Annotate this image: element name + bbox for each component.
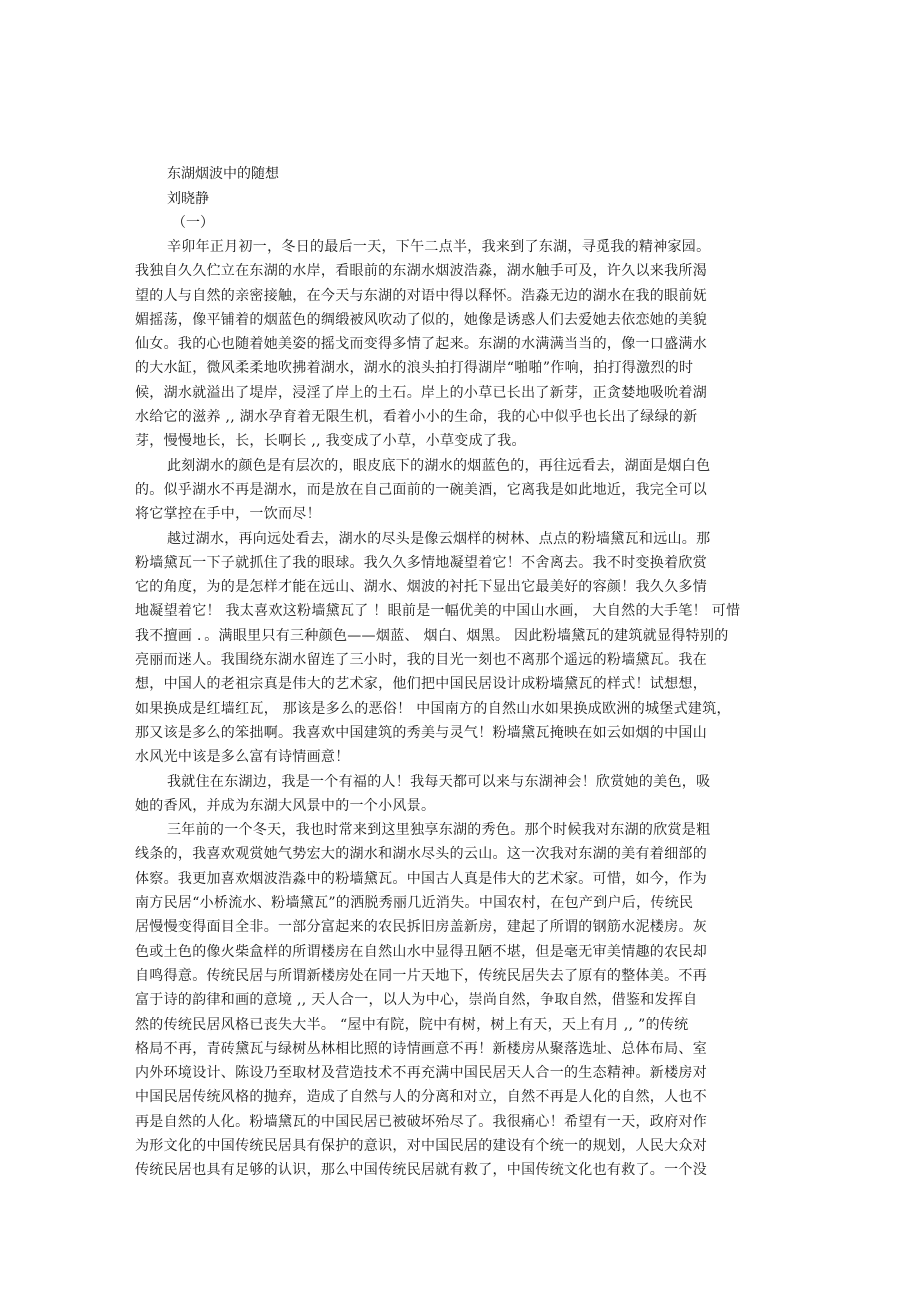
body-text-line: 水给它的滋养 ,, 湖水孕育着无限生机，看着小小的生命，我的心中似乎也长出了绿绿的新	[135, 409, 698, 426]
document-body	[135, 235, 755, 1183]
body-text-line: 的大水缸，微风柔柔地吹拂着湖水，湖水的浪头拍打得湖岸“啪啪”作响，拍打得激烈的时	[135, 360, 694, 377]
body-text-line: 我不擅画 ．。满眼里只有三种颜色——烟蓝、 烟白、烟黑。 因此粉墙黛瓦的建筑就显得特别的	[135, 627, 729, 644]
body-text-line: 她的香风，并成为东湖大风景中的一个小风景。	[135, 797, 436, 814]
body-text-line: 水风光中该是多么富有诗情画意！	[135, 749, 350, 766]
body-text-line: 居慢慢变得面目全非。一部分富起来的农民拆旧房盖新房，建起了所谓的钢筋水泥楼房。灰	[135, 919, 707, 936]
body-text-line: 那又该是多么的笨拙啊。我喜欢中国建筑的秀美与灵气！粉墙黛瓦掩映在如云如烟的中国山	[135, 724, 707, 741]
body-text-line: 芽，慢慢地长，长，长啊长 ,, 我变成了小草，小草变成了我。	[135, 433, 526, 450]
body-text-line: 粉墙黛瓦一下子就抓住了我的眼球。我久久多情地凝望着它！不舍离去。我不时变换着欣赏	[135, 554, 707, 571]
body-text-line: 媚摇荡，像平铺着的烟蓝色的绸缎被风吹动了似的，她像是诱惑人们去爱她去依恋她的美貌	[135, 311, 707, 328]
body-text-line: 望的人与自然的亲密接触，在今天与东湖的对语中得以释怀。浩淼无边的湖水在我的眼前妩	[135, 287, 707, 304]
body-text-line: 我独自久久伫立在东湖的水岸，看眼前的东湖水烟波浩淼，湖水触手可及，许久以来我所渴	[135, 263, 707, 280]
body-text-line: 如果换成是红墙红瓦， 那该是多么的恶俗！ 中国南方的自然山水如果换成欧洲的城堡式建筑，	[135, 700, 731, 717]
body-text-line: 它的角度，为的是怎样才能在远山、湖水、烟波的衬托下显出它最美好的容颜！我久久多情	[135, 579, 707, 596]
body-text-line: 仙女。我的心也随着她美姿的摇戈而变得多情了起来。东湖的水满满当当的，像一口盛满水	[135, 336, 707, 353]
section-heading: （一）	[172, 215, 214, 231]
body-text-line: 传统民居也具有足够的认识，那么中国传统民居就有救了，中国传统文化也有救了。一个没	[135, 1162, 707, 1179]
body-text-line: 越过湖水，再向远处看去，湖水的尽头是像云烟样的树林、点点的粉墙黛瓦和远山。那	[167, 530, 711, 547]
body-text-line: 亮丽而迷人。我围绕东湖水留连了三小时，我的目光一刻也不离那个遥远的粉墙黛瓦。我在	[135, 652, 707, 669]
document-title: 东湖烟波中的随想	[167, 166, 279, 182]
body-text-line: 候，湖水就溢出了堤岸，浸淫了岸上的土石。岸上的小草已长出了新芽，正贪婪地吸吮着湖	[135, 384, 707, 401]
body-text-line: 然的传统民居风格已丧失大半。 “屋中有院，院中有树，树上有天，天上有月 ,, ”的传统	[135, 1016, 689, 1033]
body-text-line: 色或土色的像火柴盒样的所谓楼房在自然山水中显得丑陋不堪，但是毫无审美情趣的农民却	[135, 943, 707, 960]
body-text-line: 格局不再，青砖黛瓦与绿树丛林相比照的诗情画意不再！新楼房从聚落选址、总体布局、室	[135, 1040, 707, 1057]
body-text-line: 线条的，我喜欢观赏她气势宏大的湖水和湖水尽头的云山。这一次我对东湖的美有着细部的	[135, 846, 707, 863]
body-text-line: 内外环境设计、陈设乃至取材及营造技术不再充满中国民居天人合一的生态精神。新楼房对	[135, 1065, 707, 1082]
body-text-line: 此刻湖水的颜色是有层次的，眼皮底下的湖水的烟蓝色的，再往远看去，湖面是烟白色	[167, 457, 711, 474]
body-text-line: 南方民居“小桥流水、粉墙黛瓦”的洒脱秀丽几近消失。中国农村，在包产到户后，传统民	[135, 895, 694, 912]
body-text-line: 体察。我更加喜欢烟波浩淼中的粉墙黛瓦。中国古人真是伟大的艺术家。可惜，如今，作为	[135, 870, 707, 887]
body-text-line: 辛卯年正月初一，冬日的最后一天，下午二点半，我来到了东湖，寻觅我的精神家园。	[167, 239, 711, 255]
body-text-line: 中国民居传统风格的抛弃，造成了自然与人的分离和对立，自然不再是人化的自然，人也不	[135, 1089, 707, 1106]
body-text-line: 的。似乎湖水不再是湖水，而是放在自己面前的一碗美酒，它离我是如此地近，我完全可以	[135, 481, 707, 498]
body-text-line: 自鸣得意。传统民居与所谓新楼房处在同一片天地下，传统民居失去了原有的整体美。不再	[135, 967, 707, 984]
body-text-line: 富于诗的韵律和画的意境 ,, 天人合一，以人为中心，崇尚自然，争取自然，借鉴和发挥自	[135, 992, 698, 1009]
body-text-line: 地凝望着它！ 我太喜欢这粉墙黛瓦了 ！眼前是一幅优美的中国山水画， 大自然的大手笔！ 可惜	[135, 603, 741, 620]
body-text-line: 我就住在东湖边，我是一个有福的人！我每天都可以来与东湖神会！欣赏她的美色，吸	[167, 773, 711, 790]
body-text-line: 想，中国人的老祖宗真是伟大的艺术家，他们把中国民居设计成粉墙黛瓦的样式！试想想，	[135, 676, 707, 693]
document-author: 刘晓静	[167, 191, 209, 207]
body-text-line: 再是自然的人化。粉墙黛瓦的中国民居已被破坏殆尽了。我很痛心！希望有一天，政府对作	[135, 1113, 707, 1130]
body-text-line: 将它掌控在手中，一饮而尽！	[135, 506, 321, 523]
body-text-line: 三年前的一个冬天，我也时常来到这里独享东湖的秀色。那个时候我对东湖的欣赏是粗	[167, 822, 711, 839]
body-text-line: 为形文化的中国传统民居具有保护的意识，对中国民居的建设有个统一的规划，人民大众对	[135, 1137, 707, 1154]
